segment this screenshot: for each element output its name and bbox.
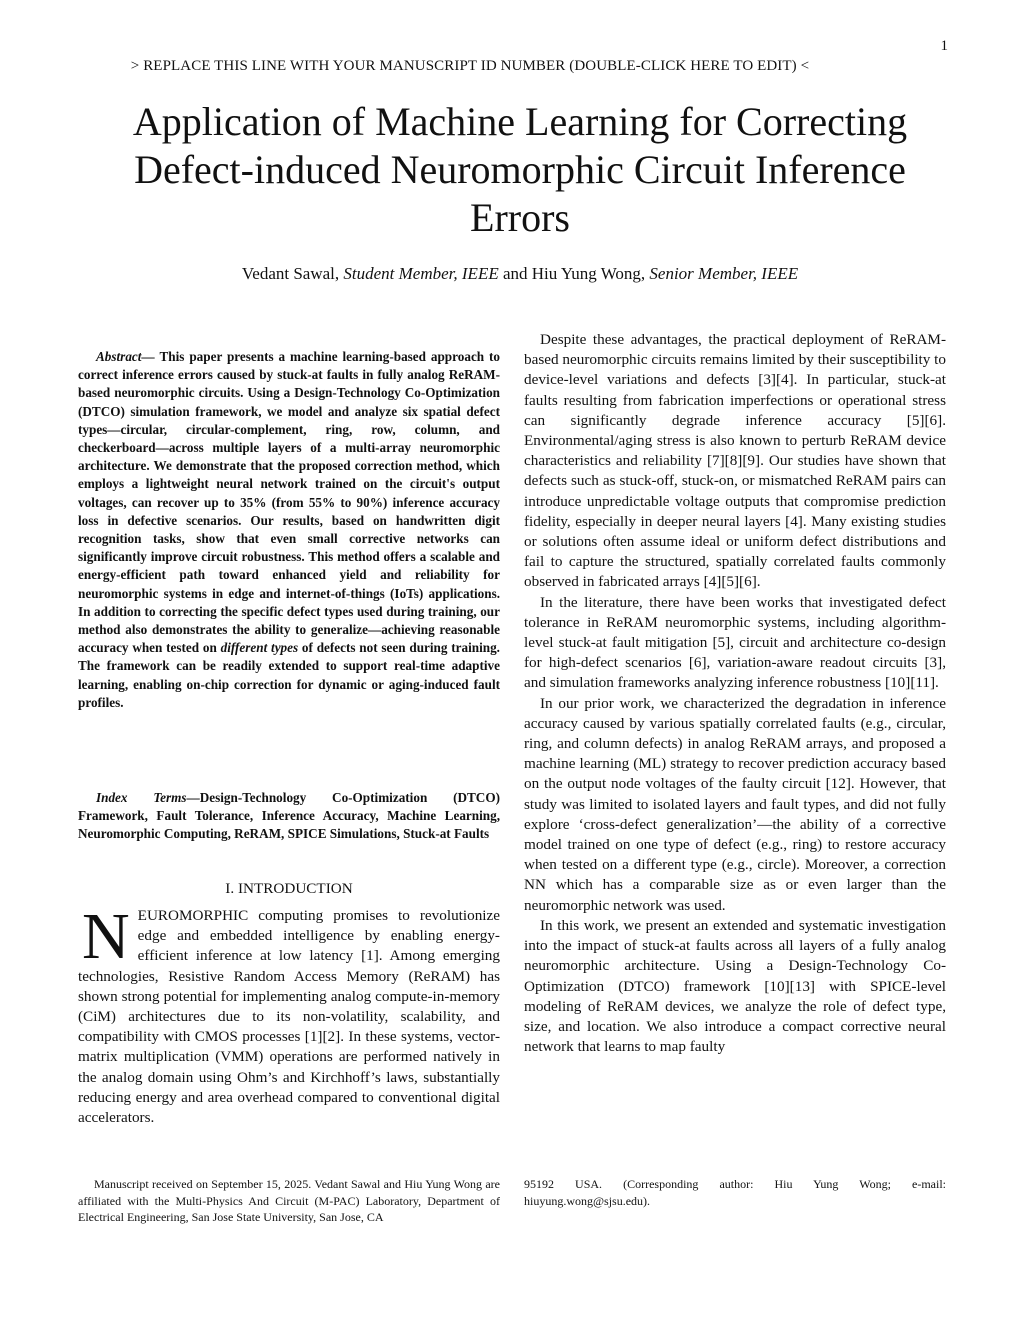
author-1-name: Vedant Sawal, — [241, 264, 344, 283]
abstract-text-1: This paper presents a machine learning-based approach to correct inference errors caused by stuck-at faults in fully analog ReRAM-based neuromorphic circuits. Using a Design-Technology Co-Optimization (DTCO) simulation framework, we model and analyze six spatial defect types—circular, circular-complement, ring, row, column, and checkerboard—across multiple layers of a multi-array neuromorphic architecture. We demonstrate that the proposed correction method, which employs a lightweight neural network trained on the circuit's output voltages, can recover up to 35% (from 55% to 90%) inference accuracy loss in defective scenarios. Our results, based on handwritten digit recognition tasks, show that even small corrective networks can significantly improve circuit robustness. This method offers a scalable and energy-efficient path toward enhanced yield and reliability for neuromorphic systems in edge and internet-of-things (IoTs) applications. In addition to correcting the specific defect types used during training, our method also demonstrates the ability to generalize—achieving reasonable accuracy when tested on — [78, 349, 501, 656]
abstract-italic: different types — [220, 640, 299, 656]
author-2-name: and Hiu Yung Wong, — [498, 264, 650, 283]
right-column — [524, 330, 946, 1057]
introduction-paragraph — [78, 900, 500, 1128]
paper-title: Application of Machine Learning for Correcting Defect-induced Neuromorphic Circuit Inference Errors — [132, 99, 908, 240]
abstract-label: Abstract— — [96, 349, 160, 364]
paragraph-1: Despite these advantages, the practical deployment of ReRAM-based neuromorphic circuits remains limited by their susceptibility to device-level variations and defects [3][4]. In particular, stuck-at faults resulting from fabrication imperfections or operational stress can significantly degrade inference accuracy [5][6]. Environmental/aging stress is also known to perturb ReRAM device characteristics and reliability [7][8][9]. Our studies have shown that defects such as stuck-off, stuck-on, or mismatched ReRAM pairs can introduce unpredictable voltage outputs that compromise prediction fidelity, especially in deeper neural layers [4]. Many existing studies or solutions often assume ideal or uniform defect distributions and fail to capture the structured, spatially correlated faults commonly observed in fabricated arrays [4][5][6]. — [524, 331, 946, 591]
section-heading-introduction: I. INTRODUCTION — [225, 880, 353, 897]
index-terms — [78, 789, 500, 844]
footnote-left-text: Manuscript received on September 15, 2025. Vedant Sawal and Hiu Yung Wong are affiliated with the Multi-Physics And Circuit (M-PAC) Laboratory, Department of Electrical Engineering, San Jose State University, San Jose, CA — [78, 1177, 500, 1224]
index-terms-label: Index Terms — [96, 790, 187, 805]
footnote-right: 95192 USA. (Corresponding author: Hiu Yung Wong; e-mail: hiuyung.wong@sjsu.edu). — [524, 1177, 946, 1208]
abstract — [78, 348, 500, 712]
manuscript-id-header[interactable]: > REPLACE THIS LINE WITH YOUR MANUSCRIPT ID NUMBER (DOUBLE-CLICK HERE TO EDIT) < — [130, 58, 810, 74]
author-line — [90, 264, 950, 284]
page-number: 1 — [940, 38, 948, 54]
footnote-left — [78, 1176, 500, 1226]
author-2-role: Senior Member, IEEE — [649, 264, 799, 283]
abstract-text-2: of defects not seen during training. The framework can be readily extended to support real-time adaptive learning, enabling on-chip correction for dynamic or aging-induced fault profiles. — [78, 640, 500, 710]
paragraph-4: In this work, we present an extended and systematic investigation into the impact of stuck-at faults across all layers of a fully analog neuromorphic architecture. Using a Design-Technology Co-Optimization (DTCO) framework [10][13] with SPICE-level modeling of ReRAM devices, we analyze the role of defect type, size, and location. We also introduce a compact corrective neural network that learns to map faulty — [524, 916, 946, 1056]
paragraph-2: In the literature, there have been works that investigated defect tolerance in ReRAM neuromorphic systems, including algorithm-level stuck-at fault mitigation [5], circuit and architecture co-design for high-defect scenarios [6], variation-aware readout circuits [3], and simulation frameworks analyzing inference robustness [10][11]. — [524, 593, 946, 692]
intro-first-word: EUROMORPHIC — [137, 907, 249, 924]
drop-cap: N — [82, 900, 130, 973]
paragraph-3: In our prior work, we characterized the degradation in inference accuracy caused by various spatially correlated faults (e.g., circular, ring, and column defects) in analog ReRAM arrays, and proposed a machine learning (ML) strategy to recover prediction accuracy based on the output node voltages of the faulty circuit [12]. However, that study was limited to isolated layers and fault types, and did not fully explore ‘cross-defect generalization’—the ability of a corrective model trained on one type of defect (e.g., ring) to restore accuracy when tested on a different type (e.g., circle). Moreover, a correction NN which has a comparable size as or even larger than the neuromorphic network was used. — [524, 694, 946, 914]
intro-text: computing promises to revolutionize edge and embedded intelligence by enabling energy-efficient inference at low latency [1]. Among emerging technologies, Resistive Random Access Memory (ReRAM) has shown strong potential for implementing analog compute-in-memory (CiM) architectures due to its non-volatility, scalability, and compatibility with CMOS processes [1][2]. In these systems, vector-matrix multiplication (VMM) operations are performed natively in the analog domain using Ohm’s and Kirchhoff’s laws, substantially reducing energy and area overhead compared to conventional digital accelerators. — [78, 907, 500, 1127]
index-terms-text: —Design-Technology Co-Optimization (DTCO) Framework, Fault Tolerance, Inference Accuracy, Machine Learning, Neuromorphic Computing, ReRAM, SPICE Simulations, Stuck-at Faults — [78, 790, 500, 842]
author-1-role: Student Member, IEEE — [343, 264, 499, 283]
